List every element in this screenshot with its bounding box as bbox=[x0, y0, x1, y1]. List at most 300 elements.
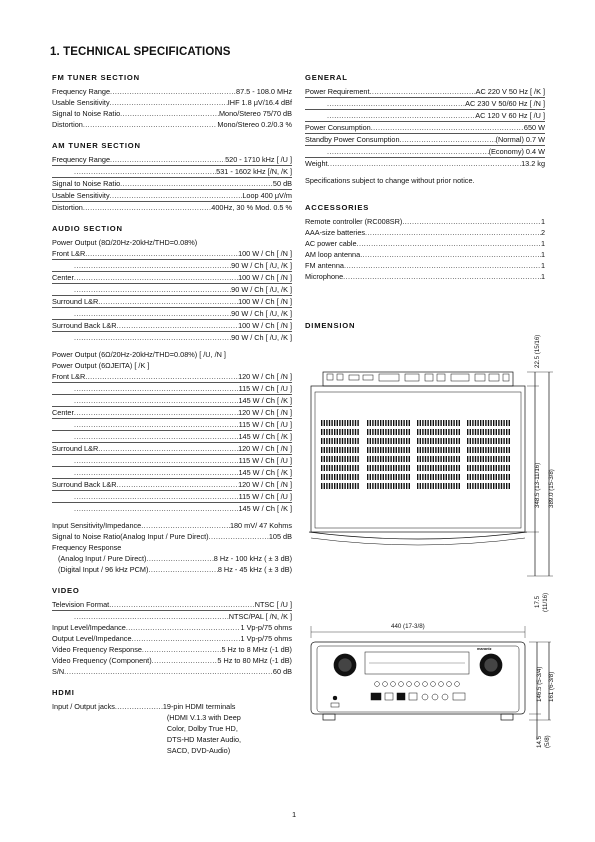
vent-slot bbox=[329, 438, 330, 444]
spec-label: Television Format bbox=[52, 600, 110, 609]
vent-slot bbox=[370, 465, 371, 471]
vent-slot bbox=[347, 465, 348, 471]
spec-value: 650 W bbox=[523, 123, 545, 132]
am-section-title: AM TUNER SECTION bbox=[52, 141, 141, 150]
vent-slot bbox=[393, 474, 394, 480]
spec-label: Distortion bbox=[52, 120, 83, 129]
spec-label: Front L&R bbox=[52, 249, 86, 258]
vent-slot bbox=[477, 465, 478, 471]
vent-slot bbox=[451, 456, 452, 462]
vent-slot bbox=[503, 483, 504, 489]
vent-slot bbox=[453, 474, 454, 480]
vent-slot bbox=[331, 483, 332, 489]
vent-slot bbox=[396, 456, 397, 462]
vent-slot bbox=[388, 438, 389, 444]
vent-slot bbox=[390, 456, 391, 462]
vent-slot bbox=[396, 474, 397, 480]
vent-slot bbox=[352, 429, 353, 435]
vent-slot bbox=[443, 429, 444, 435]
vent-slot bbox=[324, 447, 325, 453]
spec-value: 115 W / Ch [ /U ] bbox=[238, 420, 292, 429]
vent-slot bbox=[377, 483, 378, 489]
vent-slot bbox=[324, 420, 325, 426]
spec-row bbox=[305, 238, 545, 249]
vent-slot bbox=[350, 456, 351, 462]
spec-label: (Digital Input / 96 kHz PCM) bbox=[58, 565, 149, 574]
vent-slot bbox=[498, 456, 499, 462]
vent-slot bbox=[321, 429, 322, 435]
am-tuner-section bbox=[52, 140, 292, 213]
vent-slot bbox=[427, 420, 428, 426]
vent-slot bbox=[393, 420, 394, 426]
vent-slot bbox=[480, 420, 481, 426]
spec-value: (Normal) 0.7 W bbox=[495, 135, 545, 144]
vent-slot bbox=[383, 438, 384, 444]
vent-slot bbox=[344, 474, 345, 480]
vent-slot bbox=[393, 465, 394, 471]
spec-value: 50 dB bbox=[272, 179, 292, 188]
vent-slot bbox=[467, 420, 468, 426]
vent-slot bbox=[355, 483, 356, 489]
vent-slot bbox=[398, 456, 399, 462]
vent-slot bbox=[344, 483, 345, 489]
spec-value: 1 bbox=[540, 250, 545, 259]
vent-slot bbox=[451, 465, 452, 471]
vent-slot bbox=[470, 438, 471, 444]
vent-slot bbox=[480, 465, 481, 471]
vent-slot bbox=[334, 420, 335, 426]
vent-slot bbox=[372, 438, 373, 444]
spec-label: Weight bbox=[305, 159, 328, 168]
vent-slot bbox=[396, 429, 397, 435]
vent-slot bbox=[446, 456, 447, 462]
vent-slot bbox=[456, 438, 457, 444]
vent-slot bbox=[440, 438, 441, 444]
vent-slot bbox=[485, 420, 486, 426]
fm-section-title: FM TUNER SECTION bbox=[52, 73, 140, 82]
vent-slot bbox=[425, 474, 426, 480]
spec-row bbox=[52, 308, 292, 320]
vent-slot bbox=[443, 438, 444, 444]
vent-slot bbox=[475, 465, 476, 471]
vent-slot bbox=[321, 483, 322, 489]
vent-slot bbox=[377, 438, 378, 444]
vent-slot bbox=[347, 429, 348, 435]
spec-value: 115 W / Ch [ /U ] bbox=[238, 456, 292, 465]
vent-slot bbox=[342, 483, 343, 489]
vent-slot bbox=[324, 465, 325, 471]
vent-slot bbox=[456, 456, 457, 462]
vent-slot bbox=[425, 438, 426, 444]
vent-slot bbox=[493, 429, 494, 435]
spec-value: 180 mV/ 47 Kohms bbox=[229, 521, 292, 530]
vent-slot bbox=[503, 438, 504, 444]
vent-slot bbox=[506, 483, 507, 489]
vent-slot bbox=[352, 474, 353, 480]
vent-slot bbox=[337, 438, 338, 444]
vent-slot bbox=[430, 420, 431, 426]
vent-slot bbox=[488, 456, 489, 462]
vent-slot bbox=[467, 447, 468, 453]
vent-slot bbox=[451, 474, 452, 480]
vent-slot bbox=[357, 447, 358, 453]
spec-label: Microphone bbox=[305, 272, 344, 281]
vent-slot bbox=[477, 420, 478, 426]
power-output-jeita: Power Output (6ΩJEITA) [ /K ] bbox=[52, 361, 150, 370]
spec-value: Loop 400 μV/m bbox=[242, 191, 292, 200]
vent-slot bbox=[433, 420, 434, 426]
spec-row bbox=[52, 431, 292, 443]
vent-slot bbox=[331, 420, 332, 426]
vent-slot bbox=[488, 429, 489, 435]
vent-slot bbox=[501, 429, 502, 435]
vent-slot bbox=[355, 429, 356, 435]
vent-slot bbox=[403, 465, 404, 471]
vent-slot bbox=[490, 474, 491, 480]
video-section bbox=[52, 585, 292, 677]
vent-slot bbox=[503, 474, 504, 480]
hdmi-section-title: HDMI bbox=[52, 688, 75, 697]
vent-slot bbox=[435, 465, 436, 471]
vent-slot bbox=[372, 447, 373, 453]
vent-slot bbox=[385, 420, 386, 426]
spec-value: 13.2 kg bbox=[521, 159, 545, 168]
vent-slot bbox=[440, 474, 441, 480]
vent-slot bbox=[390, 483, 391, 489]
vent-slot bbox=[427, 474, 428, 480]
vent-slot bbox=[403, 456, 404, 462]
vent-slot bbox=[496, 465, 497, 471]
vent-slot bbox=[456, 420, 457, 426]
vent-slot bbox=[329, 483, 330, 489]
vent-slot bbox=[422, 420, 423, 426]
vent-slot bbox=[472, 465, 473, 471]
vent-slot bbox=[409, 456, 410, 462]
vent-slot bbox=[483, 447, 484, 453]
spec-row bbox=[52, 611, 292, 622]
vent-slot bbox=[334, 447, 335, 453]
vent-slot bbox=[459, 438, 460, 444]
spec-row bbox=[52, 383, 292, 395]
vent-slot bbox=[339, 456, 340, 462]
vent-slot bbox=[398, 429, 399, 435]
vent-slot bbox=[498, 474, 499, 480]
spec-value: 1 Vp-p/75 ohms bbox=[240, 623, 292, 632]
vent-slot bbox=[509, 420, 510, 426]
spec-value: 115 W / Ch [ /U ] bbox=[238, 384, 292, 393]
vent-slot bbox=[453, 456, 454, 462]
vent-slot bbox=[350, 420, 351, 426]
spec-label: S/N bbox=[52, 667, 65, 676]
vent-slot bbox=[370, 420, 371, 426]
vent-slot bbox=[498, 483, 499, 489]
vent-slot bbox=[401, 429, 402, 435]
vent-slot bbox=[326, 438, 327, 444]
vent-slot bbox=[477, 447, 478, 453]
vent-slot bbox=[377, 420, 378, 426]
spec-value: 1 bbox=[540, 217, 545, 226]
vent-slot bbox=[420, 447, 421, 453]
vent-slot bbox=[398, 447, 399, 453]
vent-slot bbox=[385, 465, 386, 471]
vent-slot bbox=[398, 465, 399, 471]
spec-value: 531 - 1602 kHz [/N, /K ] bbox=[216, 167, 292, 176]
vent-slot bbox=[344, 429, 345, 435]
vent-slot bbox=[427, 456, 428, 462]
power-output-6ohm: Power Output (6Ω/20Hz-20kHz/THD=0.08%) [ /U, /N ] bbox=[52, 350, 226, 359]
vent-slot bbox=[501, 456, 502, 462]
vent-slot bbox=[490, 429, 491, 435]
vent-slot bbox=[448, 429, 449, 435]
spec-label: Center bbox=[52, 408, 74, 417]
vent-slot bbox=[357, 429, 358, 435]
vent-slot bbox=[334, 438, 335, 444]
vent-slot bbox=[347, 438, 348, 444]
vent-slot bbox=[344, 447, 345, 453]
vent-slot bbox=[342, 465, 343, 471]
vent-slot bbox=[485, 474, 486, 480]
power-output-8ohm: Power Output (8Ω/20Hz-20kHz/THD=0.08%) bbox=[52, 238, 198, 247]
vent-slot bbox=[506, 474, 507, 480]
vent-slot bbox=[427, 438, 428, 444]
vent-slot bbox=[383, 483, 384, 489]
vent-slot bbox=[393, 483, 394, 489]
spec-row bbox=[52, 272, 292, 284]
spec-row bbox=[52, 419, 292, 431]
spec-row bbox=[52, 371, 292, 383]
vent-slot bbox=[342, 420, 343, 426]
dim-height-inner-label: 146.5 (5-3/4) bbox=[536, 666, 543, 702]
vent-slot bbox=[483, 456, 484, 462]
vent-slot bbox=[435, 420, 436, 426]
spec-value: IHF 1.8 μV/16.4 dBf bbox=[227, 98, 292, 107]
vent-slot bbox=[448, 420, 449, 426]
vent-slot bbox=[342, 429, 343, 435]
spec-row bbox=[52, 178, 292, 190]
vent-slot bbox=[331, 447, 332, 453]
spec-value: 1 Vp-p/75 ohms bbox=[240, 634, 292, 643]
spec-label: Signal to Noise Ratio bbox=[52, 179, 121, 188]
vent-slot bbox=[433, 456, 434, 462]
spec-value: 145 W / Ch [ /K ] bbox=[238, 432, 292, 441]
vent-slot bbox=[355, 456, 356, 462]
vent-slot bbox=[334, 483, 335, 489]
spec-row bbox=[52, 260, 292, 272]
vent-slot bbox=[401, 447, 402, 453]
vent-slot bbox=[433, 483, 434, 489]
spec-label: Distortion bbox=[52, 203, 83, 212]
vent-slot bbox=[321, 420, 322, 426]
vent-slot bbox=[334, 474, 335, 480]
vent-slot bbox=[337, 420, 338, 426]
vent-slot bbox=[375, 429, 376, 435]
vent-slot bbox=[390, 447, 391, 453]
vent-slot bbox=[443, 474, 444, 480]
vent-slot bbox=[453, 429, 454, 435]
vent-slot bbox=[430, 438, 431, 444]
spec-value: 100 W / Ch [ /N ] bbox=[238, 273, 292, 282]
vent-slot bbox=[467, 438, 468, 444]
vent-slot bbox=[383, 474, 384, 480]
spec-row bbox=[52, 166, 292, 178]
vent-slot bbox=[385, 429, 386, 435]
vent-slot bbox=[420, 429, 421, 435]
freq-response-digital-row bbox=[52, 564, 292, 575]
spec-label: Input / Output jacks bbox=[52, 702, 115, 711]
vent-slot bbox=[498, 438, 499, 444]
vent-slot bbox=[446, 420, 447, 426]
vent-slot bbox=[347, 474, 348, 480]
vent-slot bbox=[448, 447, 449, 453]
spec-value: 100 W / Ch [ /N ] bbox=[238, 321, 292, 330]
vent-slot bbox=[498, 420, 499, 426]
spec-label: Frequency Range bbox=[52, 87, 111, 96]
vent-slot bbox=[398, 420, 399, 426]
vent-slot bbox=[339, 438, 340, 444]
dim-foot-fraction: (5/8) bbox=[544, 735, 551, 748]
vent-slot bbox=[326, 465, 327, 471]
vent-slot bbox=[331, 474, 332, 480]
spec-row bbox=[52, 320, 292, 332]
vent-slot bbox=[420, 456, 421, 462]
vent-slot bbox=[440, 456, 441, 462]
spec-label: Remote controller (RC008SR) bbox=[305, 217, 403, 226]
spec-row bbox=[52, 479, 292, 491]
vent-slot bbox=[375, 474, 376, 480]
vent-slot bbox=[509, 438, 510, 444]
vent-slot bbox=[456, 447, 457, 453]
vent-slot bbox=[329, 465, 330, 471]
vent-slot bbox=[506, 456, 507, 462]
vent-slot bbox=[438, 465, 439, 471]
vent-slot bbox=[352, 447, 353, 453]
vent-slot bbox=[357, 456, 358, 462]
vent-slot bbox=[459, 456, 460, 462]
vent-slot bbox=[435, 483, 436, 489]
spec-row bbox=[305, 249, 545, 260]
vent-slot bbox=[350, 483, 351, 489]
vent-slot bbox=[480, 438, 481, 444]
vent-slot bbox=[409, 447, 410, 453]
vent-slot bbox=[446, 447, 447, 453]
vent-slot bbox=[367, 420, 368, 426]
vent-slot bbox=[367, 456, 368, 462]
vent-slot bbox=[451, 438, 452, 444]
vent-slot bbox=[417, 429, 418, 435]
vent-slot bbox=[498, 465, 499, 471]
spec-value: Mono/Stereo 0.2/0.3 % bbox=[217, 120, 292, 129]
vent-slot bbox=[417, 420, 418, 426]
vent-slot bbox=[503, 465, 504, 471]
vent-slot bbox=[329, 429, 330, 435]
vent-slot bbox=[370, 483, 371, 489]
vent-slot bbox=[372, 465, 373, 471]
spec-row bbox=[52, 284, 292, 296]
vent-slot bbox=[506, 447, 507, 453]
vent-slot bbox=[433, 447, 434, 453]
spec-label: Input Level/Impedance bbox=[52, 623, 126, 632]
vent-slot bbox=[342, 438, 343, 444]
vent-slot bbox=[509, 429, 510, 435]
vent-slot bbox=[370, 429, 371, 435]
fm-tuner-section bbox=[52, 72, 292, 130]
accessories-section bbox=[305, 202, 545, 282]
vent-slot bbox=[490, 456, 491, 462]
spec-row bbox=[52, 491, 292, 503]
vent-slot bbox=[422, 465, 423, 471]
vent-slot bbox=[403, 483, 404, 489]
spec-row bbox=[305, 146, 545, 158]
vent-slot bbox=[433, 465, 434, 471]
vent-slot bbox=[334, 429, 335, 435]
vent-slot bbox=[435, 447, 436, 453]
vent-slot bbox=[475, 420, 476, 426]
vent-slot bbox=[480, 456, 481, 462]
vent-slot bbox=[417, 447, 418, 453]
vent-slot bbox=[438, 420, 439, 426]
vent-slot bbox=[357, 438, 358, 444]
vent-slot bbox=[350, 438, 351, 444]
vent-slot bbox=[350, 429, 351, 435]
spec-value: 5 Hz to 8 MHz (-1 dB) bbox=[221, 645, 292, 654]
vent-slot bbox=[440, 447, 441, 453]
vent-slot bbox=[456, 429, 457, 435]
vent-slot bbox=[367, 465, 368, 471]
spec-label: Front L&R bbox=[52, 372, 86, 381]
vent-slot bbox=[438, 456, 439, 462]
vent-slot bbox=[409, 429, 410, 435]
vent-slot bbox=[393, 429, 394, 435]
vent-slot bbox=[403, 420, 404, 426]
vent-slot bbox=[472, 429, 473, 435]
vent-slot bbox=[367, 438, 368, 444]
vent-slot bbox=[355, 420, 356, 426]
spec-row bbox=[52, 666, 292, 677]
vent-slot bbox=[417, 465, 418, 471]
accessories-section-title: ACCESSORIES bbox=[305, 203, 370, 212]
spec-label: Usable Sensitivity bbox=[52, 191, 110, 200]
spec-value: 120 W / Ch [ /N ] bbox=[238, 480, 292, 489]
vent-slot bbox=[490, 465, 491, 471]
vent-slot bbox=[409, 474, 410, 480]
spec-row bbox=[52, 190, 292, 202]
vent-slot bbox=[509, 483, 510, 489]
vent-slot bbox=[396, 438, 397, 444]
vent-slot bbox=[435, 429, 436, 435]
hdmi-line: (HDMI V.1.3 with Deep bbox=[166, 713, 241, 722]
vent-slot bbox=[401, 474, 402, 480]
vent-slot bbox=[488, 447, 489, 453]
spec-value: 100 W / Ch [ /N ] bbox=[238, 297, 292, 306]
vent-slot bbox=[329, 420, 330, 426]
vent-slot bbox=[467, 429, 468, 435]
vent-slot bbox=[483, 465, 484, 471]
vent-slot bbox=[350, 447, 351, 453]
vent-slot bbox=[390, 438, 391, 444]
spec-row bbox=[52, 395, 292, 407]
vent-slot bbox=[467, 456, 468, 462]
vent-slot bbox=[372, 456, 373, 462]
frequency-response-title: Frequency Response bbox=[52, 543, 122, 552]
vent-slot bbox=[417, 483, 418, 489]
vent-slot bbox=[352, 483, 353, 489]
video-rows bbox=[52, 599, 292, 677]
vent-slot bbox=[472, 420, 473, 426]
vent-slot bbox=[425, 420, 426, 426]
vent-slot bbox=[372, 420, 373, 426]
spec-row bbox=[52, 467, 292, 479]
vent-slot bbox=[331, 465, 332, 471]
